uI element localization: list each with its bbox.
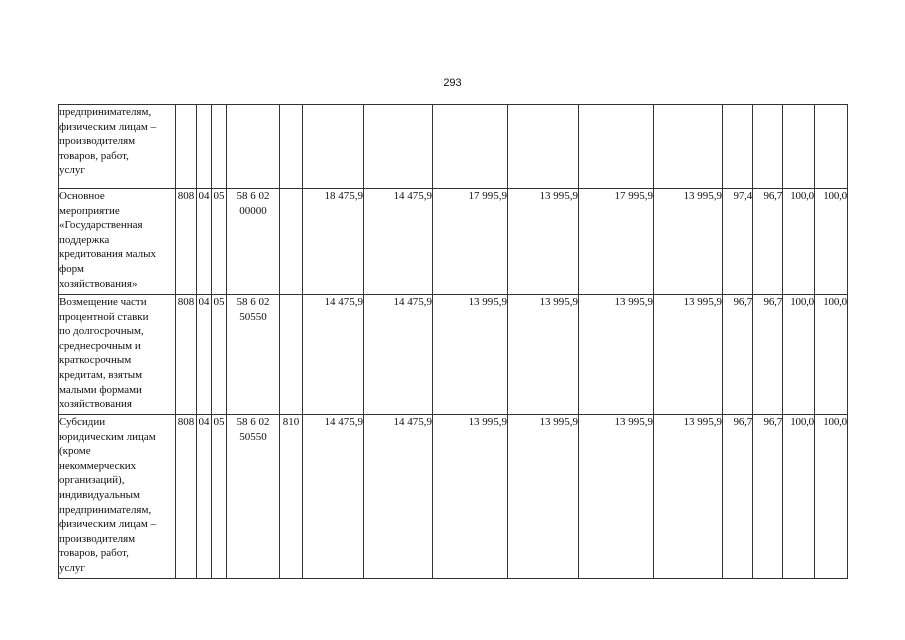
percent-cell: 96,7 — [723, 295, 753, 415]
csr-code-cell — [227, 105, 280, 189]
gr-code-cell: 808 — [176, 415, 197, 579]
amount-cell: 13 995,9 — [508, 415, 579, 579]
budget-table — [58, 104, 848, 579]
row-name-line: услуг — [59, 164, 85, 177]
vr-code-cell — [280, 295, 303, 415]
amount-cell: 17 995,9 — [579, 189, 654, 295]
vr-code-cell: 810 — [280, 415, 303, 579]
amount-cell: 13 995,9 — [654, 295, 723, 415]
amount-cell — [303, 105, 364, 189]
amount-cell: 14 475,9 — [364, 189, 433, 295]
percent-cell: 97,4 — [723, 189, 753, 295]
percent-cell: 96,7 — [723, 415, 753, 579]
row-name-cell — [59, 105, 176, 189]
percent-cell: 100,0 — [815, 295, 848, 415]
pr-code-cell: 05 — [212, 189, 227, 295]
amount-cell: 14 475,9 — [303, 295, 364, 415]
amount-cell: 14 475,9 — [303, 415, 364, 579]
row-name-line: юридическим лицам — [59, 430, 156, 443]
csr-code-cell — [227, 415, 280, 579]
amount-cell: 13 995,9 — [433, 415, 508, 579]
rz-code-cell: 04 — [197, 415, 212, 579]
page-number: 293 — [443, 77, 462, 89]
amount-cell: 14 475,9 — [364, 415, 433, 579]
row-name-line: среднесрочным и — [59, 339, 141, 352]
row-name-line: малыми формами — [59, 383, 142, 396]
csr-code-line: 50550 — [239, 310, 267, 323]
row-name-line: физическим лицам – — [59, 120, 157, 133]
percent-cell: 100,0 — [815, 189, 848, 295]
row-name-line: хозяйствования» — [59, 277, 138, 290]
percent-cell: 96,7 — [753, 415, 783, 579]
pr-code-cell: 05 — [212, 415, 227, 579]
row-name-line: производителям — [59, 532, 136, 545]
rz-code-cell: 04 — [197, 189, 212, 295]
amount-cell: 13 995,9 — [579, 415, 654, 579]
row-name-line: организаций), — [59, 474, 125, 487]
rz-code-cell — [197, 105, 212, 189]
pr-code-cell: 05 — [212, 295, 227, 415]
row-name-line: товаров, работ, — [59, 547, 129, 560]
table-row — [59, 105, 848, 189]
percent-cell — [815, 105, 848, 189]
row-name-line: некоммерческих — [59, 459, 137, 472]
row-name-line: Основное — [59, 190, 105, 202]
pr-code-cell — [212, 105, 227, 189]
row-name-line: товаров, работ, — [59, 149, 129, 162]
row-name-line: производителям — [59, 135, 136, 148]
percent-cell — [723, 105, 753, 189]
row-name-line: кредитования малых — [59, 248, 156, 261]
percent-cell: 100,0 — [815, 415, 848, 579]
amount-cell — [364, 105, 433, 189]
row-name-line: физическим лицам – — [59, 518, 157, 531]
amount-cell: 13 995,9 — [508, 295, 579, 415]
amount-cell: 13 995,9 — [433, 295, 508, 415]
amount-cell: 13 995,9 — [654, 189, 723, 295]
gr-code-cell — [176, 105, 197, 189]
rz-code-cell: 04 — [197, 295, 212, 415]
amount-cell: 14 475,9 — [364, 295, 433, 415]
csr-code-line: 00000 — [239, 204, 267, 217]
row-name-line: хозяйствования — [59, 398, 132, 411]
percent-cell — [783, 105, 815, 189]
row-name-line: услуг — [59, 561, 85, 574]
amount-cell — [654, 105, 723, 189]
row-name-cell — [59, 295, 176, 415]
csr-code-cell — [227, 295, 280, 415]
row-name-line: кредитам, взятым — [59, 368, 143, 381]
amount-cell: 18 475,9 — [303, 189, 364, 295]
percent-cell: 96,7 — [753, 189, 783, 295]
row-name-line: предпринимателям, — [59, 106, 152, 118]
csr-code-line: 50550 — [239, 430, 267, 443]
row-name-line: форм — [59, 262, 84, 275]
csr-code-line: 58 6 02 — [236, 296, 270, 308]
row-name-line: Возмещение части — [59, 296, 147, 308]
gr-code-cell: 808 — [176, 295, 197, 415]
vr-code-cell — [280, 189, 303, 295]
percent-cell — [753, 105, 783, 189]
row-name-line: по долгосрочным, — [59, 325, 144, 338]
row-name-cell — [59, 189, 176, 295]
row-name-line: Субсидии — [59, 416, 106, 428]
table-row — [59, 295, 848, 415]
row-name-cell — [59, 415, 176, 579]
amount-cell — [579, 105, 654, 189]
row-name-line: предпринимателям, — [59, 503, 152, 516]
amount-cell: 13 995,9 — [508, 189, 579, 295]
amount-cell — [433, 105, 508, 189]
row-name-line: мероприятие — [59, 204, 120, 217]
amount-cell — [508, 105, 579, 189]
csr-code-line: 58 6 02 — [236, 416, 270, 428]
row-name-line: «Государственная — [59, 219, 143, 232]
row-name-line: процентной ставки — [59, 310, 149, 323]
vr-code-cell — [280, 105, 303, 189]
percent-cell: 100,0 — [783, 415, 815, 579]
row-name-line: (кроме — [59, 445, 91, 458]
table-row — [59, 415, 848, 579]
row-name-line: краткосрочным — [59, 354, 132, 367]
amount-cell: 13 995,9 — [654, 415, 723, 579]
percent-cell: 100,0 — [783, 295, 815, 415]
percent-cell: 96,7 — [753, 295, 783, 415]
amount-cell: 13 995,9 — [579, 295, 654, 415]
csr-code-line: 58 6 02 — [236, 190, 270, 202]
gr-code-cell: 808 — [176, 189, 197, 295]
percent-cell: 100,0 — [783, 189, 815, 295]
amount-cell: 17 995,9 — [433, 189, 508, 295]
csr-code-cell — [227, 189, 280, 295]
row-name-line: поддержка — [59, 233, 110, 246]
table-row — [59, 189, 848, 295]
row-name-line: индивидуальным — [59, 488, 141, 501]
